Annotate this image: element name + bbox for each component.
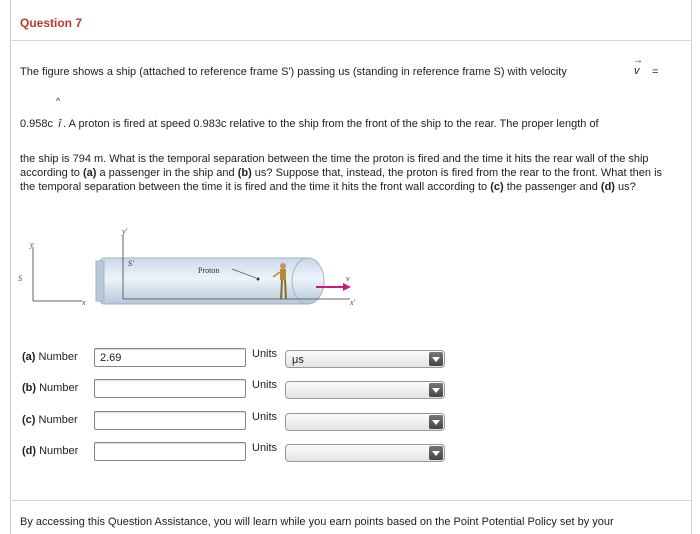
answer-row-d	[20, 442, 450, 464]
chevron-down-icon[interactable]	[429, 352, 443, 366]
units-select-c[interactable]	[285, 413, 445, 431]
label-proton: Proton	[198, 266, 220, 275]
hat-icon: ^	[56, 96, 61, 106]
para-text-2: a passenger in the ship and	[96, 167, 238, 179]
label-Sprime: S'	[128, 259, 134, 268]
chevron-down-icon[interactable]	[429, 383, 443, 397]
number-input-b[interactable]	[94, 379, 246, 398]
units-select-a[interactable]	[285, 350, 445, 368]
chevron-down-icon[interactable]	[429, 415, 443, 429]
answer-label-c: (c) Number	[22, 414, 78, 426]
units-label-c: Units	[252, 411, 278, 423]
number-input-a[interactable]: 2.69	[94, 348, 246, 367]
question-text-2: . A proton is fired at speed 0.983c relative to the ship from the front of the ship to the rear. The proper length of	[63, 118, 599, 130]
number-input-c[interactable]	[94, 411, 246, 430]
question-paragraph	[20, 152, 680, 194]
units-select-d[interactable]	[285, 444, 445, 462]
label-x: x	[82, 298, 86, 307]
label-S: S	[18, 274, 22, 283]
ship-figure	[20, 225, 380, 320]
vector-arrow-icon: →	[633, 55, 643, 66]
question-title: Question 7	[20, 16, 83, 30]
answer-row-b	[20, 379, 450, 401]
answer-row-a	[20, 348, 450, 370]
units-label-d: Units	[252, 442, 278, 454]
label-v: v	[346, 274, 350, 283]
para-text-4: the passenger and	[503, 181, 601, 193]
title-divider	[11, 40, 691, 41]
para-part-c: (c)	[490, 181, 504, 193]
units-label-b: Units	[252, 379, 278, 391]
ship-nose	[292, 258, 324, 304]
answer-label-b: (b) Number	[22, 382, 79, 394]
label-y: y	[30, 240, 34, 249]
chevron-down-icon[interactable]	[429, 446, 443, 460]
footer-text: By accessing this Question Assistance, you will learn while you earn points based on the Point Potential Policy set by your	[20, 516, 614, 528]
number-input-d[interactable]	[94, 442, 246, 461]
units-select-b[interactable]	[285, 381, 445, 399]
para-part-a: (a)	[82, 167, 97, 179]
velocity-arrowhead	[343, 283, 351, 291]
label-xprime: x'	[350, 298, 356, 307]
unit-vector: î	[58, 118, 62, 130]
question-line-1	[20, 66, 567, 78]
para-text-1: the ship is 794 m. What is the temporal separation between the time the proton is fired and the time it hits the rear wall of the ship according to	[20, 153, 649, 179]
equals-sign: =	[652, 66, 659, 78]
units-selected-a: μs	[292, 354, 304, 366]
answer-label-a: (a) Number	[22, 351, 78, 363]
ship-tail	[96, 261, 104, 301]
para-text-3: us? Suppose that, instead, the proton is fired from the rear to the front. What then is the temporal separation between the time it is fired and the time it hits the front wall according to	[20, 167, 663, 193]
question-line-2	[20, 118, 599, 130]
para-part-d: (d)	[600, 181, 615, 193]
answer-label-d: (d) Number	[22, 445, 79, 457]
para-text-5: us?	[614, 181, 636, 193]
footer-divider	[11, 500, 691, 501]
para-part-b: (b)	[237, 167, 252, 179]
units-label-a: Units	[252, 348, 278, 360]
answer-row-c	[20, 411, 450, 433]
label-yprime: y'	[122, 227, 128, 236]
proton-dot	[257, 278, 260, 281]
question-text-1: The figure shows a ship (attached to reference frame S') passing us (standing in reference frame S) with velocity	[20, 66, 567, 78]
velocity-value: 0.958c	[20, 118, 54, 130]
velocity-symbol: v	[634, 65, 640, 77]
